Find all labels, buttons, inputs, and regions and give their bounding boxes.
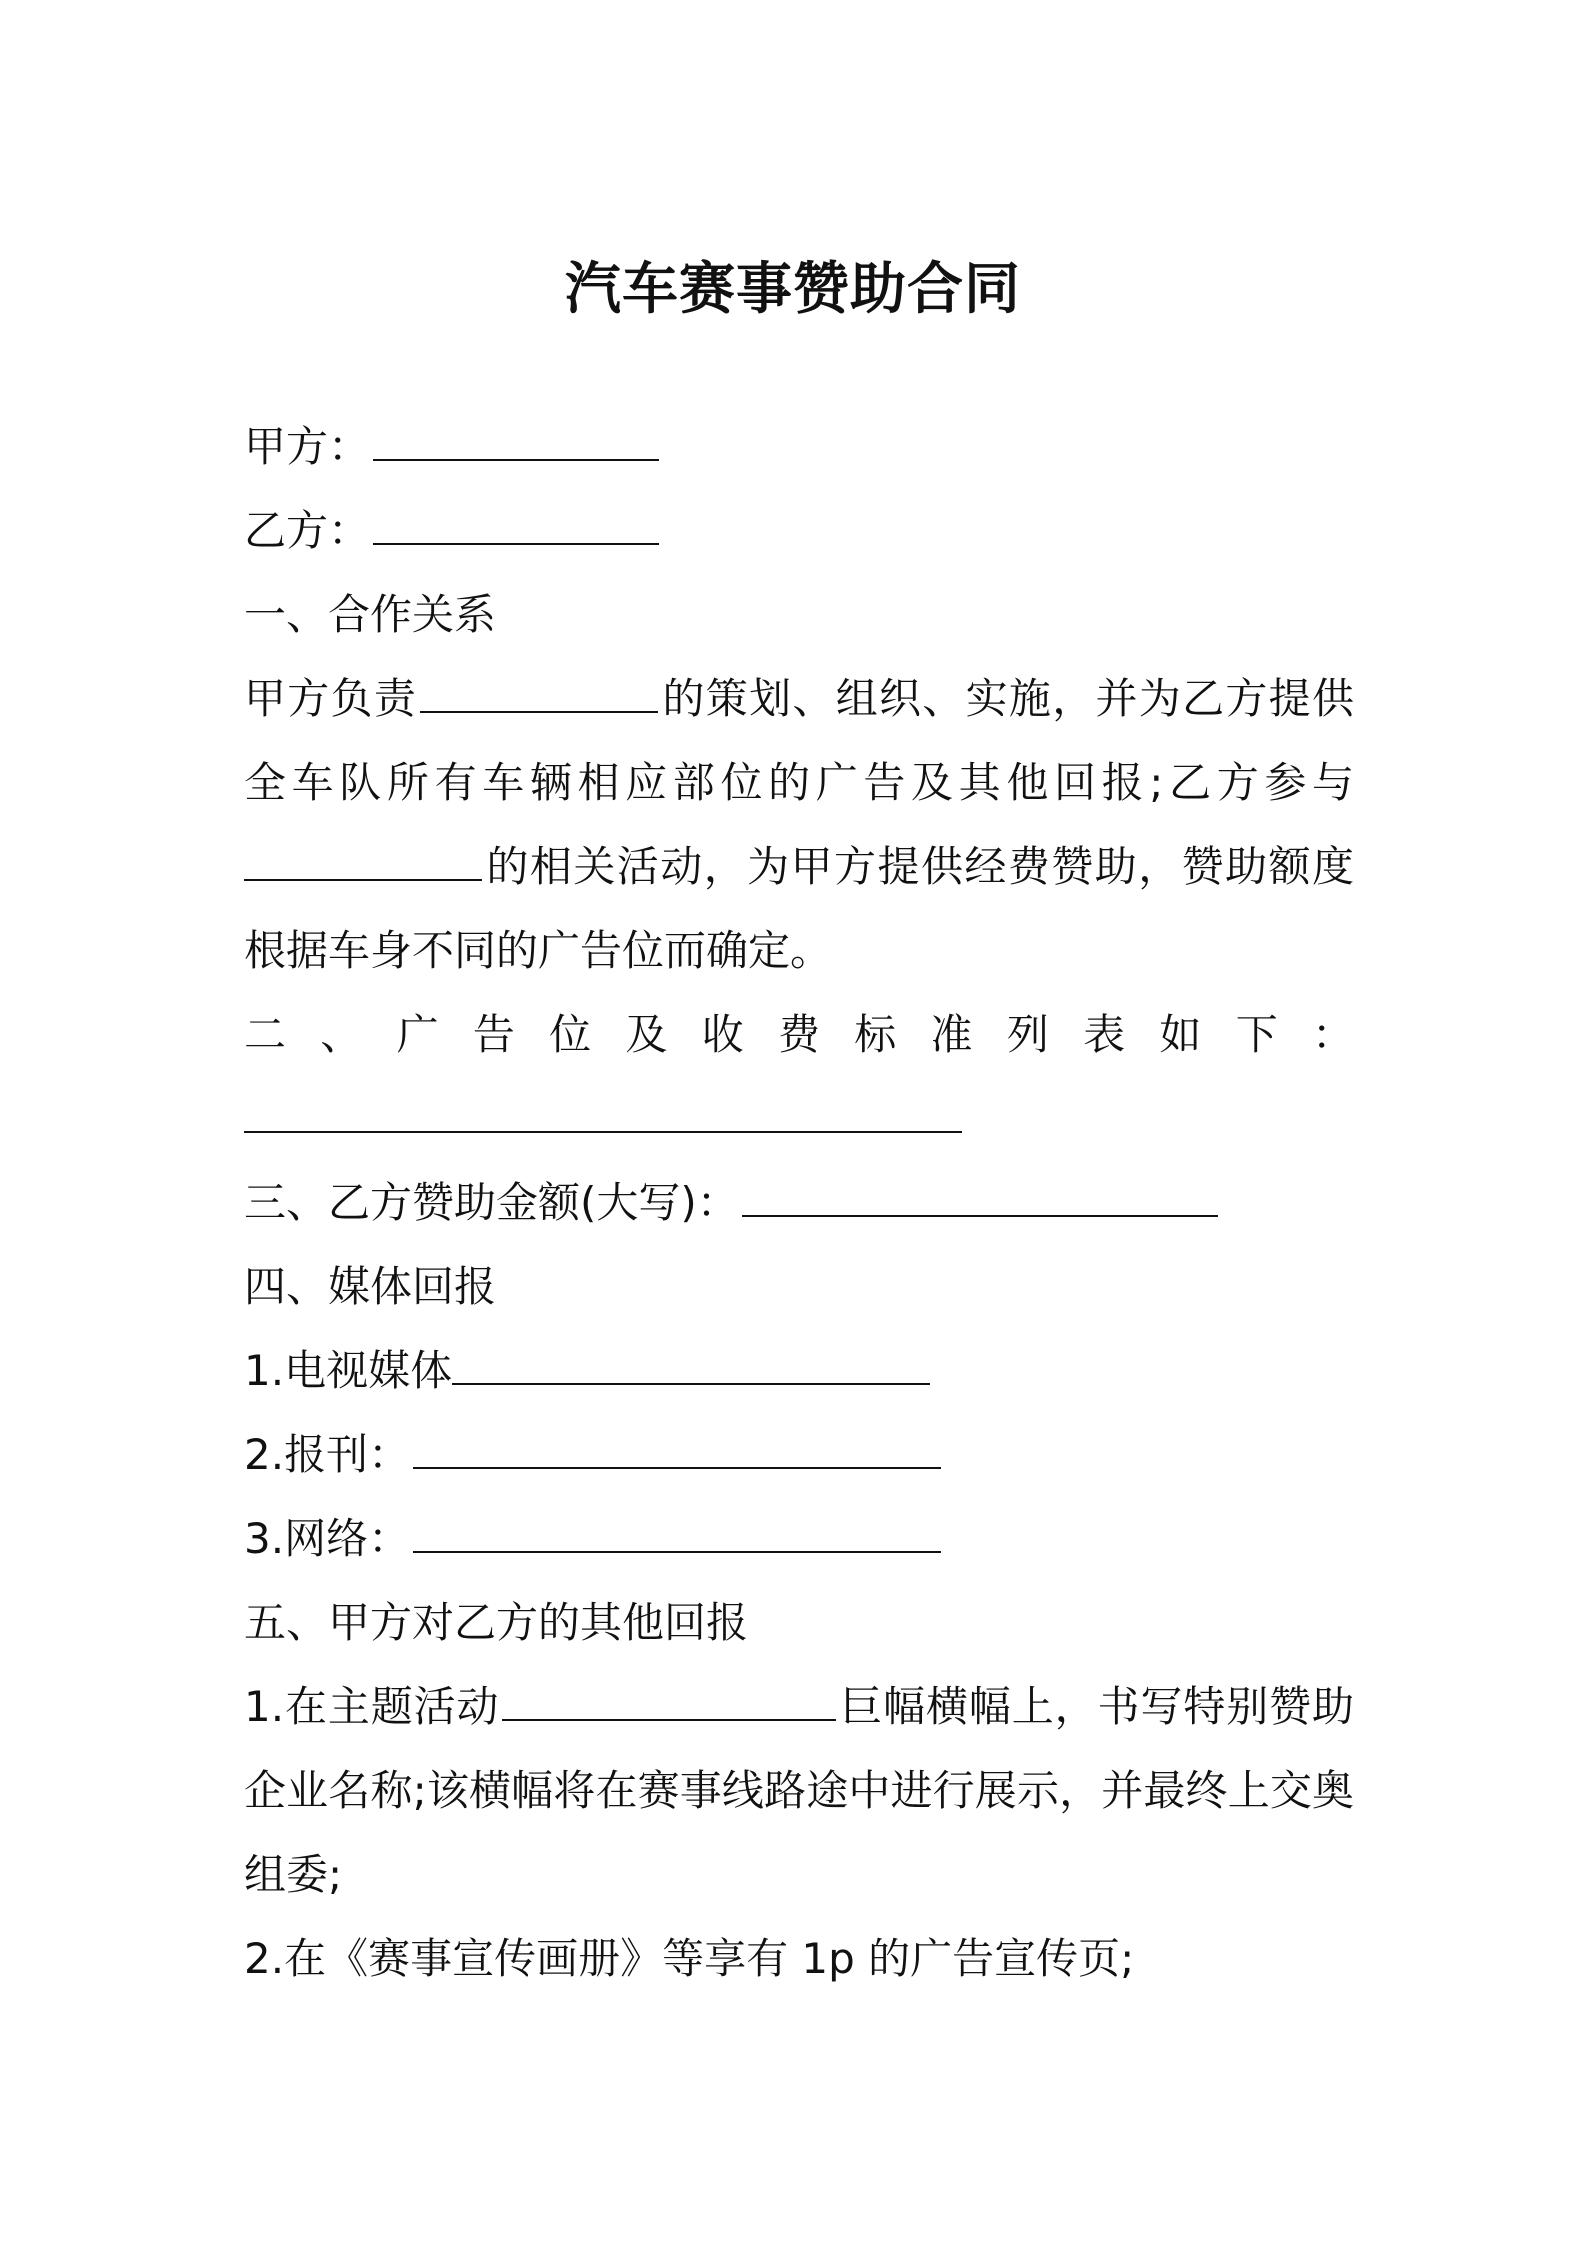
section1-text-a: 甲方负责 — [244, 674, 418, 723]
media-tv-blank — [452, 1373, 930, 1385]
media-press-label: 2.报刊： — [244, 1430, 411, 1479]
section3-line — [244, 1161, 1354, 1245]
section4-heading: 四、媒体回报 — [244, 1262, 497, 1311]
section1-heading: 一、合作关系 — [244, 590, 497, 639]
section1-paragraph — [244, 657, 1354, 993]
section1-text-c: 的相关活动，为甲方提供经费赞助，赞助额度根据车身不同的广告位而确定。 — [244, 842, 1354, 975]
party-b-label: 乙方： — [244, 506, 371, 555]
media-tv-line — [244, 1329, 1354, 1413]
media-tv-label: 1.电视媒体 — [244, 1346, 453, 1395]
media-press-line — [244, 1413, 1354, 1497]
media-press-blank — [413, 1457, 941, 1469]
contract-body — [244, 405, 1354, 2001]
section3-heading: 三、乙方赞助金额(大写)： — [244, 1178, 739, 1227]
section5-heading: 五、甲方对乙方的其他回报 — [244, 1598, 749, 1647]
section2-heading: 二、广告位及收费标准列表如下： — [244, 1010, 1354, 1059]
section2-blank — [244, 1121, 962, 1133]
media-web-label: 3.网络： — [244, 1514, 411, 1563]
section5-item2: 2.在《赛事宣传画册》等享有 1p 的广告宣传页; — [244, 1934, 1135, 1983]
party-b-line — [244, 489, 1354, 573]
section2-blank-row — [244, 1077, 1354, 1161]
theme-activity-blank — [502, 1709, 836, 1721]
section5-item1-text-b: 巨幅横幅上，书写特别赞助企业名称;该横幅将在赛事线路途中进行展示，并最终上交奥组委; — [244, 1682, 1354, 1899]
party-a-blank — [373, 449, 659, 461]
party-b-blank — [373, 533, 659, 545]
section5-item1 — [244, 1665, 1354, 1917]
section1-blank-1 — [420, 701, 658, 713]
media-web-blank — [413, 1541, 941, 1553]
party-a-line — [244, 405, 1354, 489]
party-a-label: 甲方： — [244, 422, 371, 471]
sponsor-amount-blank — [742, 1205, 1218, 1217]
section1-text-b: 的策划、组织、实施，并为乙方提供全车队所有车辆相应部位的广告及其他回报;乙方参与 — [244, 674, 1354, 807]
section1-blank-2 — [244, 869, 482, 881]
section5-item1-text-a: 1.在主题活动 — [244, 1682, 500, 1731]
media-web-line — [244, 1497, 1354, 1581]
document-title: 汽车赛事赞助合同 — [565, 257, 1021, 322]
